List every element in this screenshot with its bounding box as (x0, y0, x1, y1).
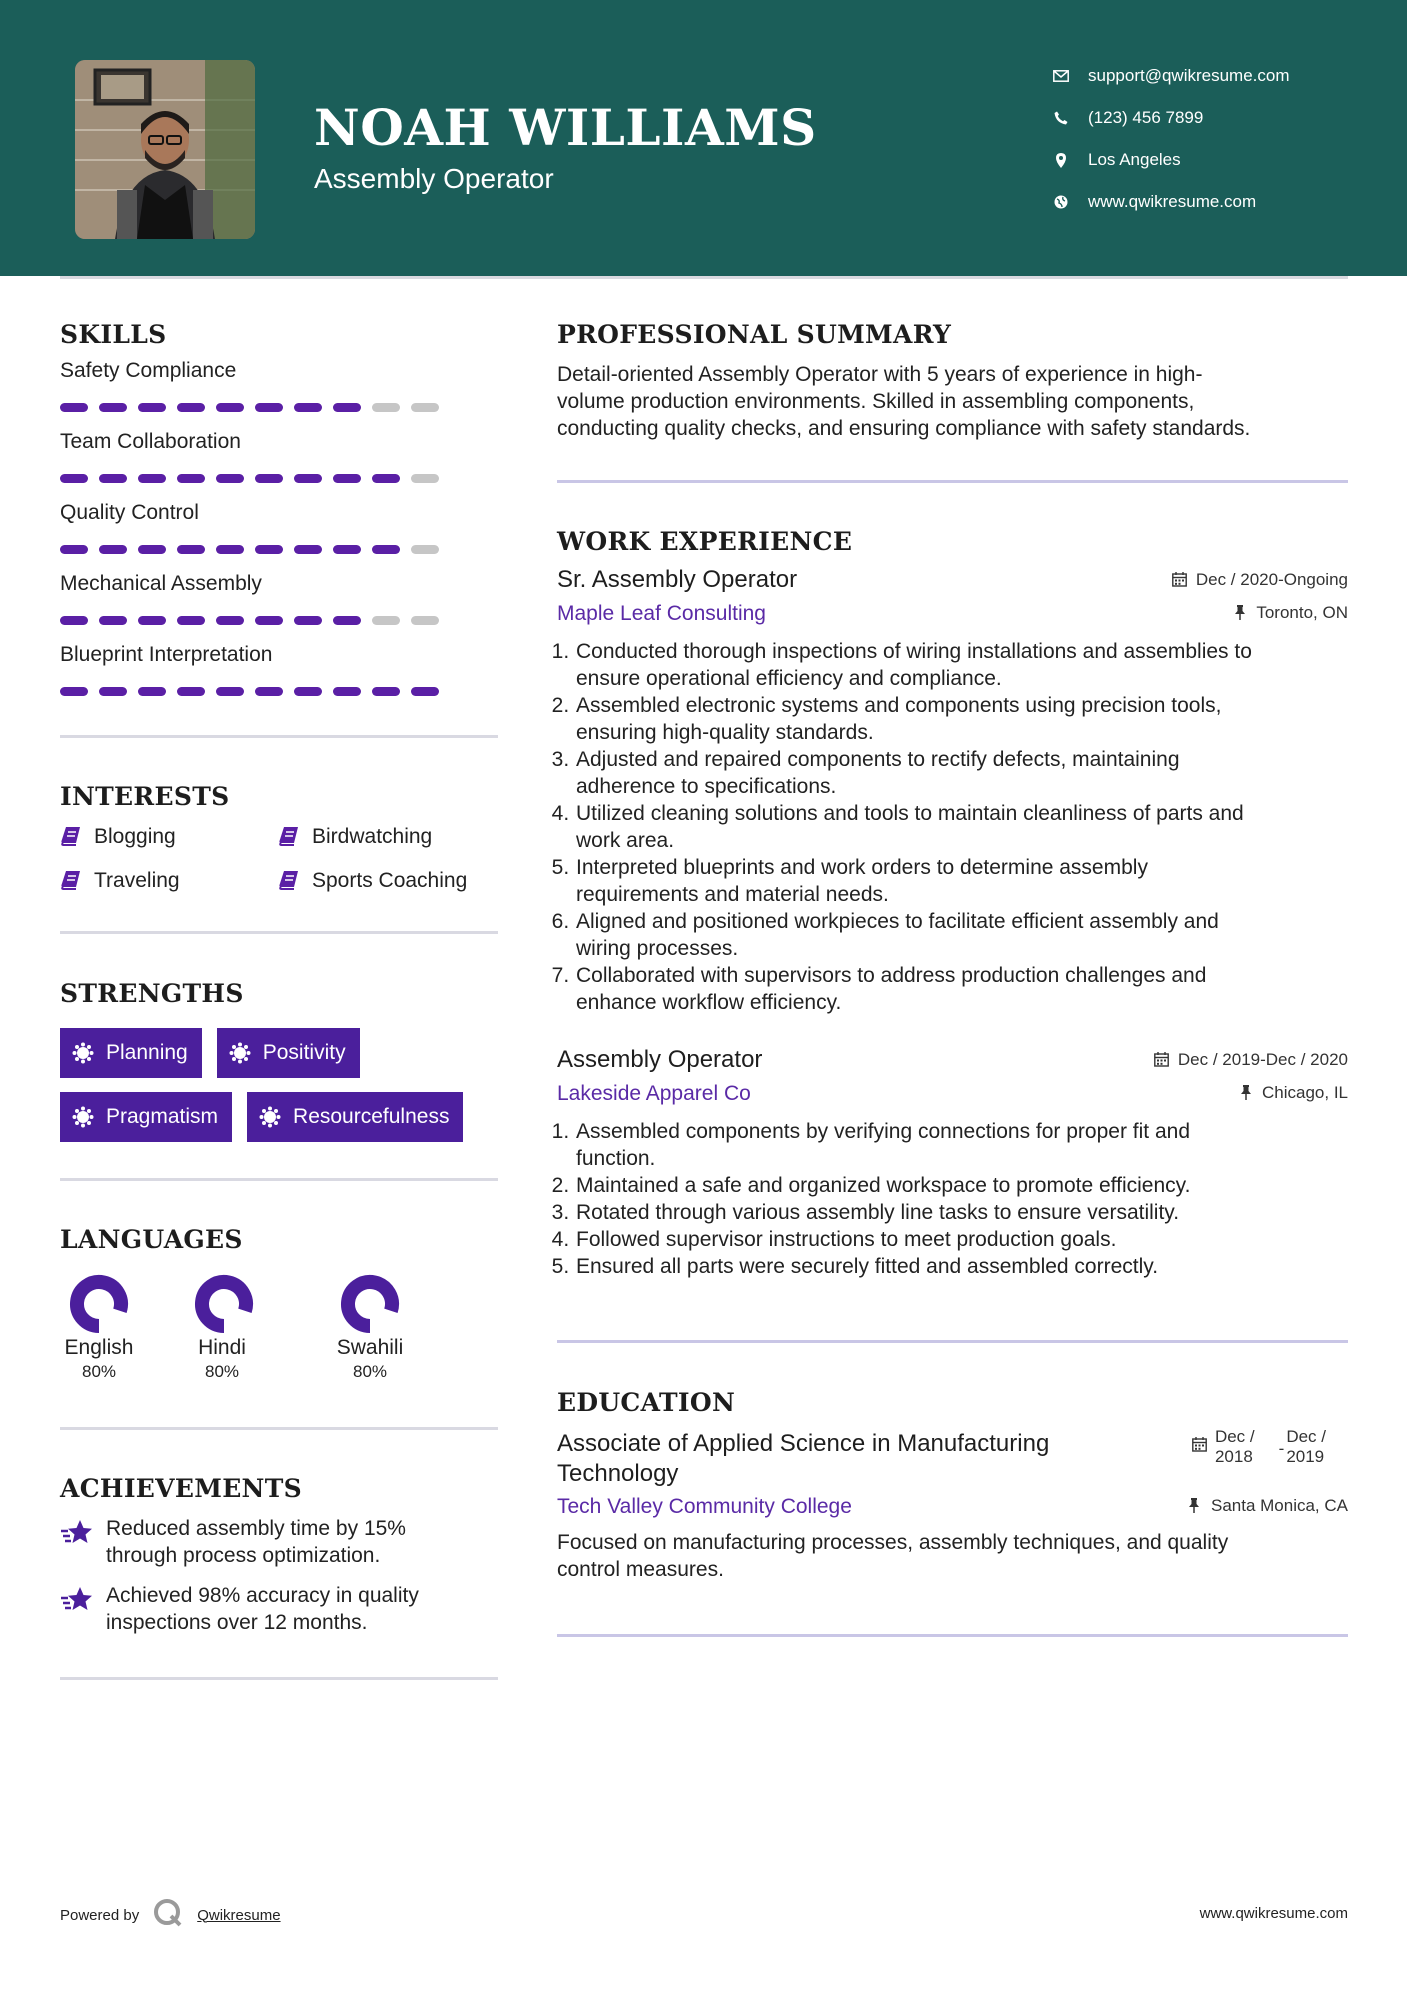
degree-line: Associate of Applied Science in Manufacturing (557, 1430, 1050, 1457)
summary-text (557, 361, 1348, 442)
responsibility-line: 4. Utilized cleaning solutions and tools to maintain cleanliness of parts and (576, 802, 1244, 825)
interest-label: Birdwatching (312, 825, 433, 848)
experience-section (557, 527, 1348, 1280)
responsibility-item (575, 1172, 1348, 1199)
job-responsibilities (557, 638, 1348, 1016)
responsibility-line: 2. Maintained a safe and organized workspace to promote efficiency. (576, 1174, 1191, 1197)
languages-list (60, 1274, 498, 1382)
contact-website[interactable] (1050, 181, 1370, 223)
calendar-icon (1171, 571, 1188, 588)
interests-section (60, 782, 498, 893)
job-dates (1153, 1050, 1348, 1070)
rating-dot-filled (372, 687, 400, 696)
responsibility-item (575, 1253, 1348, 1280)
responsibility-line: ensure operational efficiency and compliance. (576, 667, 1002, 690)
language-proficiency-arc (77, 1282, 121, 1326)
education-start-date (1215, 1427, 1255, 1467)
school-name: Tech Valley Community College (557, 1495, 852, 1518)
book-icon (60, 870, 84, 892)
responsibility-item (575, 1199, 1348, 1226)
degree-title (557, 1429, 1049, 1489)
responsibility-line: 3. Adjusted and repaired components to rectify defects, maintaining (576, 748, 1180, 771)
contact-phone[interactable] (1050, 97, 1370, 139)
section-divider (60, 1427, 498, 1430)
responsibility-line: 5. Interpreted blueprints and work orders to determine assembly (576, 856, 1148, 879)
rating-dot-filled (138, 687, 166, 696)
badge-icon (72, 1106, 94, 1128)
rating-dot-filled (138, 474, 166, 483)
responsibility-item (575, 638, 1348, 692)
qwikresume-logo-icon (153, 1898, 183, 1932)
rating-dot-filled (177, 616, 205, 625)
job-location (1231, 603, 1348, 623)
rating-dot-filled (255, 403, 283, 412)
responsibility-line: wiring processes. (576, 937, 739, 960)
book-icon (278, 870, 302, 892)
rating-dot-filled (372, 474, 400, 483)
badge-icon (229, 1042, 251, 1064)
rating-dot-filled (255, 616, 283, 625)
education-school-row (557, 1495, 1348, 1519)
languages-heading: LANGUAGES (60, 1225, 243, 1254)
email-icon (1050, 66, 1072, 86)
strength-label: Pragmatism (106, 1105, 219, 1128)
section-divider (60, 1178, 498, 1181)
rating-dot-empty (411, 474, 439, 483)
section-divider (557, 1340, 1348, 1343)
summary-line: conducting quality checks, and ensuring compliance with safety standards. (557, 417, 1251, 440)
contact-email-text: support@qwikresume.com (1088, 66, 1290, 85)
rating-dot-filled (255, 687, 283, 696)
badge-icon (259, 1106, 281, 1128)
rating-dot-filled (99, 403, 127, 412)
rating-dot-filled (216, 616, 244, 625)
language-proficiency-ring (340, 1274, 400, 1334)
job-dates-text: Dec / 2019-Dec / 2020 (1177, 1049, 1348, 1069)
responsibility-line: adherence to specifications. (576, 775, 837, 798)
skill-item (60, 430, 498, 483)
rating-dot-filled (60, 545, 88, 554)
rating-dot-filled (333, 474, 361, 483)
rating-dot-empty (411, 403, 439, 412)
skill-item (60, 359, 498, 412)
strength-label: Positivity (262, 1041, 346, 1064)
job-title: Sr. Assembly Operator (557, 566, 798, 593)
rating-dot-filled (333, 616, 361, 625)
date-year: 2018 (1214, 1447, 1253, 1466)
contact-phone-text: (123) 456 7899 (1088, 108, 1204, 127)
language-name: English (64, 1336, 134, 1359)
rating-dot-filled (138, 403, 166, 412)
language-item (194, 1274, 250, 1382)
interest-label: Traveling (94, 869, 180, 892)
rating-dot-filled (216, 687, 244, 696)
skill-item (60, 501, 498, 554)
rating-dot-filled (99, 474, 127, 483)
strength-chip (60, 1092, 232, 1142)
achievement-line: Reduced assembly time by 15% (106, 1517, 406, 1540)
rating-dot-filled (99, 545, 127, 554)
company-name: Maple Leaf Consulting (557, 602, 766, 625)
language-percent: 80% (352, 1362, 388, 1381)
job-title: Assembly Operator (557, 1046, 763, 1073)
skills-heading: SKILLS (60, 320, 167, 349)
rating-dot-filled (372, 545, 400, 554)
resume-header (0, 0, 1407, 276)
job-title-row (557, 1046, 1348, 1074)
rating-dot-filled (60, 616, 88, 625)
contact-location-text: Los Angeles (1088, 150, 1181, 169)
section-divider (60, 735, 498, 738)
rating-dot-filled (177, 474, 205, 483)
section-divider (60, 1677, 498, 1680)
header-divider (60, 276, 1348, 279)
skill-item (60, 572, 498, 625)
skill-rating (60, 616, 498, 625)
summary-line: volume production environments. Skilled in assembling components, (557, 390, 1195, 413)
rating-dot-filled (138, 545, 166, 554)
book-icon (60, 826, 84, 848)
rating-dot-filled (60, 403, 88, 412)
language-percent: 80% (81, 1362, 117, 1381)
contact-website-text: www.qwikresume.com (1088, 192, 1257, 211)
strengths-heading: STRENGTHS (60, 979, 244, 1008)
achievement-line: through process optimization. (106, 1544, 381, 1567)
left-column (60, 320, 498, 1680)
job-dates-text: Dec / 2020-Ongoing (1195, 569, 1348, 589)
rating-dot-filled (99, 616, 127, 625)
rating-dot-filled (333, 687, 361, 696)
skill-rating (60, 403, 498, 412)
skill-name: Quality Control (60, 501, 199, 524)
interest-label: Blogging (94, 825, 176, 848)
rating-dot-empty (372, 403, 400, 412)
contact-list (1050, 55, 1370, 223)
education-end-date (1286, 1427, 1326, 1467)
responsibility-line: function. (576, 1147, 656, 1170)
responsibility-line: 1. Assembled components by verifying connections for proper fit and (576, 1120, 1190, 1143)
candidate-title: Assembly Operator (314, 163, 554, 194)
responsibility-line: 3. Rotated through various assembly line tasks to ensure versatility. (576, 1201, 1180, 1224)
date-month: Dec / (1286, 1427, 1326, 1446)
summary-line: Detail-oriented Assembly Operator with 5 years of experience in high- (557, 363, 1203, 386)
rating-dot-filled (216, 403, 244, 412)
rating-dot-filled (294, 687, 322, 696)
calendar-icon (1192, 1437, 1207, 1457)
skill-name: Blueprint Interpretation (60, 643, 273, 666)
achievements-heading: ACHIEVEMENTS (60, 1474, 302, 1503)
rating-dot-empty (411, 616, 439, 625)
interests-heading: INTERESTS (60, 782, 230, 811)
achievements-section (60, 1474, 498, 1636)
rating-dot-filled (177, 403, 205, 412)
summary-section (557, 320, 1348, 442)
rating-dot-filled (294, 403, 322, 412)
responsibility-line: enhance workflow efficiency. (576, 991, 842, 1014)
language-name: Swahili (336, 1336, 404, 1359)
skill-name: Mechanical Assembly (60, 572, 262, 595)
experience-heading: WORK EXPERIENCE (557, 527, 853, 556)
rating-dot-filled (255, 474, 283, 483)
date-month: Dec / (1214, 1427, 1255, 1446)
languages-section (60, 1225, 498, 1382)
achievement-line: inspections over 12 months. (106, 1611, 368, 1634)
responsibility-line: requirements and material needs. (576, 883, 889, 906)
calendar-icon (1153, 1051, 1170, 1068)
responsibility-item (575, 1118, 1348, 1172)
responsibility-item (575, 1226, 1348, 1253)
language-item (332, 1274, 408, 1382)
job-location (1237, 1083, 1348, 1103)
education-location-text: Santa Monica, CA (1210, 1495, 1348, 1515)
achievement-item (60, 1515, 498, 1569)
rating-dot-empty (411, 545, 439, 554)
responsibility-item (575, 908, 1348, 962)
achievement-text (106, 1582, 419, 1636)
language-name: Hindi (198, 1336, 246, 1359)
achievement-item (60, 1582, 498, 1636)
skill-rating (60, 545, 498, 554)
profile-photo (75, 60, 255, 239)
section-divider (60, 931, 498, 934)
rating-dot-filled (333, 545, 361, 554)
candidate-name: NOAH WILLIAMS (314, 98, 817, 157)
rating-dot-empty (372, 616, 400, 625)
interests-list (60, 825, 498, 893)
company-name: Lakeside Apparel Co (557, 1082, 751, 1105)
rating-dot-filled (216, 474, 244, 483)
strength-chip (247, 1092, 463, 1142)
job-list (557, 566, 1348, 1280)
rating-dot-filled (294, 474, 322, 483)
responsibility-line: 5. Ensured all parts were securely fitted and assembled correctly. (576, 1255, 1159, 1278)
strength-chip (217, 1028, 360, 1078)
interest-label: Sports Coaching (312, 869, 468, 892)
globe-icon (1050, 192, 1072, 212)
powered-by-label: Powered by (60, 1906, 140, 1924)
job-entry (557, 566, 1348, 1016)
language-proficiency-ring (194, 1274, 254, 1334)
education-section (557, 1388, 1348, 1583)
strengths-section (60, 979, 498, 1142)
job-dates (1171, 570, 1348, 590)
responsibility-line: ensuring high-quality standards. (576, 721, 874, 744)
rating-dot-filled (138, 616, 166, 625)
language-proficiency-arc (348, 1282, 392, 1326)
qwikresume-link[interactable]: Qwikresume (197, 1906, 281, 1924)
footer-powered-by (60, 1898, 281, 1932)
job-title-row (557, 566, 1348, 594)
phone-icon (1050, 108, 1072, 128)
responsibility-item (575, 746, 1348, 800)
rating-dot-filled (99, 687, 127, 696)
footer-website[interactable]: www.qwikresume.com (1199, 1905, 1348, 1922)
responsibility-line: 7. Collaborated with supervisors to address production challenges and (576, 964, 1207, 987)
language-percent: 80% (204, 1362, 240, 1381)
job-location-text: Chicago, IL (1262, 1082, 1348, 1102)
date-year: 2019 (1286, 1447, 1325, 1466)
job-company-row (557, 1082, 1348, 1106)
job-location-text: Toronto, ON (1256, 602, 1348, 622)
responsibility-line: work area. (576, 829, 675, 852)
section-divider (557, 1634, 1348, 1637)
skill-name: Safety Compliance (60, 359, 237, 382)
strength-label: Resourcefulness (293, 1105, 450, 1128)
section-divider (557, 480, 1348, 483)
rating-dot-filled (294, 616, 322, 625)
interest-item (60, 869, 278, 893)
achievement-line: Achieved 98% accuracy in quality (106, 1584, 419, 1607)
pushpin-icon (1237, 1084, 1254, 1101)
rating-dot-filled (255, 545, 283, 554)
summary-heading: PROFESSIONAL SUMMARY (557, 320, 952, 349)
education-header-row (557, 1429, 1348, 1489)
book-icon (278, 826, 302, 848)
skill-rating (60, 474, 498, 483)
rating-dot-filled (216, 545, 244, 554)
education-location (1186, 1496, 1348, 1516)
responsibility-line: 6. Aligned and positioned workpieces to facilitate efficient assembly and (576, 910, 1219, 933)
interest-item (278, 825, 498, 849)
achievement-text (106, 1515, 406, 1569)
language-proficiency-ring (69, 1274, 129, 1334)
skills-list (60, 359, 498, 696)
education-description (557, 1529, 1348, 1583)
education-desc-line: control measures. (557, 1558, 724, 1581)
strength-chip (60, 1028, 202, 1078)
rating-dot-filled (60, 687, 88, 696)
rating-dot-filled (177, 687, 205, 696)
responsibility-item (575, 800, 1348, 854)
skill-item (60, 643, 498, 696)
job-responsibilities (557, 1118, 1348, 1280)
pushpin-icon (1186, 1497, 1203, 1514)
rating-dot-filled (60, 474, 88, 483)
rating-dot-filled (333, 403, 361, 412)
responsibility-line: 1. Conducted thorough inspections of wiring installations and assemblies to (576, 640, 1252, 663)
right-column (557, 320, 1348, 1637)
responsibility-item (575, 962, 1348, 1016)
responsibility-line: 4. Followed supervisor instructions to meet production goals. (576, 1228, 1117, 1251)
interest-item (60, 825, 278, 849)
skill-rating (60, 687, 498, 696)
strengths-list (60, 1028, 498, 1142)
rating-dot-filled (294, 545, 322, 554)
rating-dot-filled (177, 545, 205, 554)
date-separator: - (1278, 1439, 1285, 1458)
job-entry (557, 1046, 1348, 1280)
skill-name: Team Collaboration (60, 430, 241, 453)
responsibility-item (575, 854, 1348, 908)
responsibility-line: 2. Assembled electronic systems and components using precision tools, (576, 694, 1222, 717)
responsibility-item (575, 692, 1348, 746)
education-heading: EDUCATION (557, 1388, 736, 1417)
education-dates (1192, 1427, 1348, 1489)
contact-location (1050, 139, 1370, 181)
education-desc-line: Focused on manufacturing processes, assembly techniques, and quality (557, 1531, 1229, 1554)
job-company-row (557, 602, 1348, 626)
location-pin-icon (1050, 150, 1072, 170)
degree-line: Technology (557, 1460, 679, 1487)
badge-icon (72, 1042, 94, 1064)
contact-email[interactable] (1050, 55, 1370, 97)
star-icon (60, 1515, 94, 1549)
strength-label: Planning (106, 1041, 188, 1064)
interest-item (278, 869, 498, 893)
star-icon (60, 1582, 94, 1616)
skills-section (60, 320, 498, 696)
pushpin-icon (1231, 604, 1248, 621)
language-proficiency-arc (202, 1282, 246, 1326)
language-item (60, 1274, 138, 1382)
rating-dot-filled (411, 687, 439, 696)
